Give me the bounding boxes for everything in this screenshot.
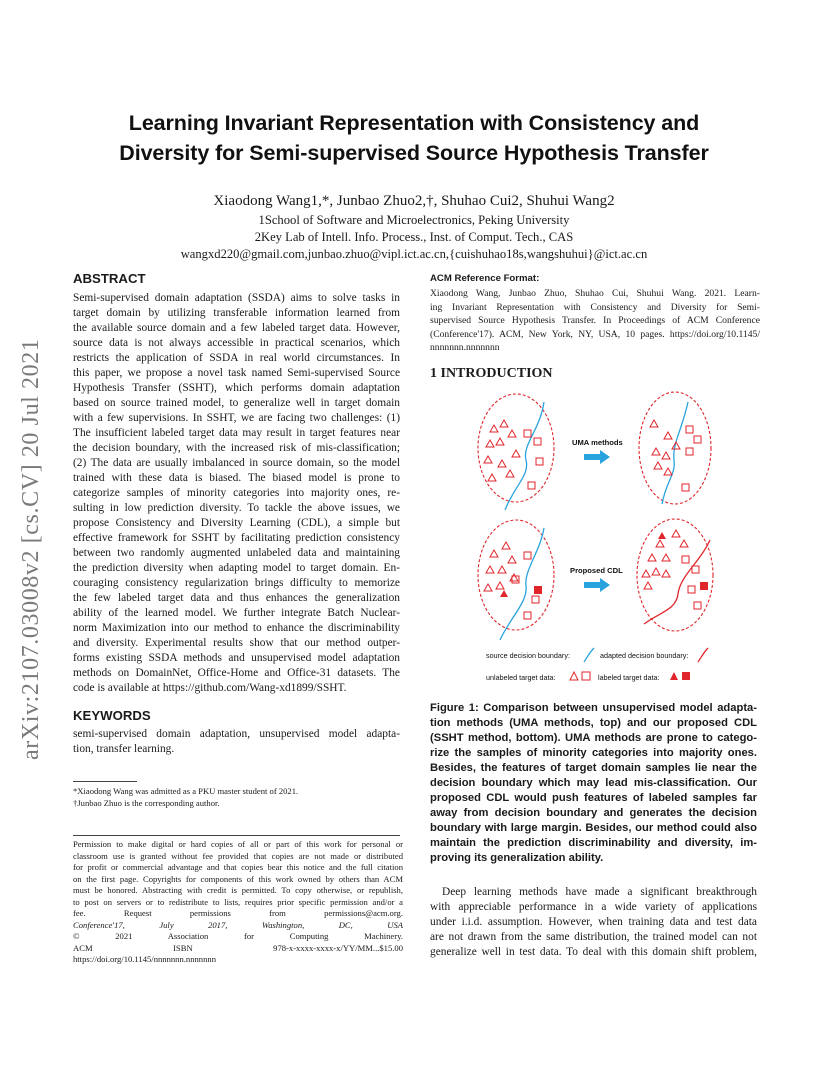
abstract-line: Semi-supervised domain adaptation (SSDA) aims to solve tasks in (73, 292, 400, 304)
abstract-line: the available source domain and a few labeled target data. However, (73, 322, 400, 334)
caption-line: Besides, the features of target domain samples lie near the (430, 762, 757, 774)
caption-line: Figure 1: Comparison between unsupervised model adapta- (430, 702, 757, 714)
permission-line: fee. Request permissions from permissions@acm.org. (73, 908, 403, 918)
uma-arrow (584, 450, 610, 464)
cdl-label: Proposed CDL (570, 566, 623, 575)
acm-ref-line: ing Invariant Representation with Consistency and Diversity for Semi- (430, 301, 760, 313)
acm-ref-heading: ACM Reference Format: (430, 273, 540, 284)
affiliation-1: 1School of Software and Microelectronics, Peking University (258, 213, 570, 227)
legend-unlabeled-label: unlabeled target data: (486, 673, 556, 682)
permission-line: ACM ISBN 978-x-xxxx-xxxx-x/YY/MM...$15.00 (73, 942, 403, 953)
abstract-line: restricts the application of SSDA in real world circumstances. In (73, 352, 400, 364)
intro-body (430, 885, 757, 960)
cdl-source-cluster (478, 520, 554, 640)
permission-notice (73, 839, 403, 966)
legend-adapted-label: adapted decision boundary: (600, 651, 689, 660)
figure-caption (430, 701, 757, 866)
intro-line: generalize well in test data. To deal with this domain shift problem, (430, 946, 757, 958)
permission-line: classroom use is granted without fee provided that copies are not made or distributed (73, 850, 403, 861)
abstract-line: and diversity. Experimental results show that our method outper- (73, 637, 400, 649)
abstract-line: target domain by utilizing transferable information learned from (73, 307, 400, 319)
caption-line: decision boundary which may lead mis-classification. Our (430, 777, 757, 789)
keywords-line: tion, transfer learning. (73, 743, 175, 755)
permission-rule (73, 835, 400, 836)
abstract-line: between two randomly augmented unlabeled data and maintaining (73, 547, 400, 559)
uma-target-cluster (639, 392, 711, 504)
footnote-rule (73, 781, 137, 782)
abstract-line: norm Maximization into our method to enhance the discriminability (73, 622, 400, 634)
caption-line: proving its generalization ability. (430, 852, 604, 864)
abstract-line: ability of the learned model. We further integrate Batch Nuclear- (73, 607, 400, 619)
arxiv-stamp: arXiv:2107.03008v2 [cs.CV] 20 Jul 2021 (18, 338, 44, 760)
intro-line: with appreciable performance in a wide variety of applications (430, 901, 757, 913)
intro-line: are not drawn from the same distribution, the trained model can not (430, 931, 757, 943)
acm-ref-line: Xiaodong Wang, Junbao Zhuo, Shuhao Cui, Shuhui Wang. 2021. Learn- (430, 288, 760, 299)
permission-line: must be honored. Abstracting with credit is permitted. To copy otherwise, or republish, (73, 885, 403, 895)
figure-legend (486, 648, 708, 682)
abstract-line: this paper, we propose a novel task named Semi-supervised Source (73, 367, 400, 379)
footnote-2: †Junbao Zhuo is the corresponding author. (73, 798, 220, 808)
permission-line: on the first page. Copyrights for components of this work owned by others than ACM (73, 873, 403, 884)
legend-unlabeled-square (582, 672, 590, 680)
intro-heading: 1 INTRODUCTION (430, 366, 553, 381)
permission-line: https://doi.org/10.1145/nnnnnnn.nnnnnnn (73, 954, 216, 964)
abstract-line: based on source trained model, to generalize well in target domain (73, 397, 400, 409)
caption-line: boundary with large margin. Besides, our method could also (430, 822, 757, 834)
abstract-line: couraging consistency regularization brings difficulty to memorize (73, 577, 400, 589)
permission-line: to post on servers or to redistribute to lists, requires prior specific permission and/or a (73, 896, 403, 907)
legend-labeled-label: labeled target data: (598, 673, 660, 682)
title-line-2: Diversity for Semi-supervised Source Hypothesis Transfer (119, 141, 709, 165)
caption-line: away from decision boundary and generates the decision (430, 807, 757, 819)
abstract-line: propose Consistency and Diversity Learning (CDL), a simple but (73, 517, 400, 529)
title-line-1: Learning Invariant Representation with Consistency and (128, 111, 700, 135)
caption-line: rize the samples of minority categories into majority ones. (430, 747, 757, 759)
legend-labeled-triangle (670, 672, 678, 680)
abstract-line: the few labeled target data and thus enhances the generalization (73, 592, 400, 604)
acm-ref-line: (Conference'17). ACM, New York, NY, USA, 10 pages. https://doi.org/10.1145/ (430, 328, 760, 340)
abstract-line: categorize samples of minority categories into majority ones, re- (73, 487, 400, 499)
abstract-body (73, 291, 400, 696)
legend-labeled-square (682, 672, 690, 680)
legend-adapted-line (698, 648, 708, 662)
legend-source-line (584, 648, 594, 662)
abstract-line: (2) The data are usually imbalanced in source domain, so the model (73, 457, 400, 469)
acm-ref-line: nnnnnnn.nnnnnnn (430, 342, 500, 354)
paper-title (0, 108, 828, 168)
abstract-line: trained with these data is biased. The biased model is prone to (73, 472, 400, 484)
abstract-line: the prediction diversity when adapting model to target domain. En- (73, 562, 400, 574)
legend-source-label: source decision boundary: (486, 651, 570, 660)
abstract-line: methods on DomainNet, Office-Home and Office-31 datasets. The (73, 667, 400, 679)
keywords-line: semi-supervised domain adaptation, unsupervised model adapta- (73, 728, 400, 740)
acm-ref-body (430, 287, 760, 355)
affiliation-2: 2Key Lab of Intell. Info. Process., Inst. of Comput. Tech., CAS (254, 230, 574, 244)
intro-line: under i.i.d. assumption. However, when training data and test data (430, 916, 757, 928)
acm-ref-line: supervised Source Hypothesis Transfer. In Proceedings of ACM Conference (430, 315, 760, 327)
author-emails: wangxd220@gmail.com,junbao.zhuo@vipl.ict.ac.cn,{cuishuhao18s,wangshuhui}@ict.ac.cn (180, 247, 648, 261)
abstract-line: code is available at https://github.com/Wang-xd1899/SSHT. (73, 682, 347, 694)
abstract-line: sulting in low prediction diversity. To tackle the above issues, we (73, 502, 400, 514)
abstract-line: forms existing SSDA methods and unsupervised model adaptation (73, 652, 400, 664)
keywords-body (73, 727, 400, 757)
abstract-line: the decision boundary, with the increased risk of mis-classification; (73, 442, 400, 454)
abstract-line: effective framework for SSHT by facilitating prediction consistency (73, 532, 400, 544)
author-list: Xiaodong Wang1,*, Junbao Zhuo2,†, Shuhao Cui2, Shuhui Wang2 (213, 193, 615, 209)
intro-line: Deep learning methods have made a significant breakthrough (442, 886, 757, 898)
keywords-heading: KEYWORDS (73, 708, 151, 723)
abstract-heading: ABSTRACT (73, 271, 146, 286)
cdl-target-cluster (637, 519, 713, 631)
figure-1 (470, 390, 732, 690)
footnote-1: *Xiaodong Wang was admitted as a PKU master student of 2021. (73, 786, 299, 796)
uma-label: UMA methods (572, 438, 623, 447)
abstract-line: source data is not always accessible in practical scenarios, which (73, 337, 400, 349)
abstract-line: The insufficient labeled target data may result in target features near (73, 427, 400, 439)
abstract-line: Hypothesis Transfer (SSHT), which performs domain adaptation (73, 382, 400, 394)
caption-line: (SSHT method, bottom). UMA methods are prone to catego- (430, 732, 757, 744)
cdl-arrow (584, 578, 610, 592)
uma-source-cluster (478, 394, 554, 510)
legend-unlabeled-triangle (570, 672, 578, 680)
permission-line: for profit or commercial advantage and that copies bear this notice and the full citation (73, 862, 403, 872)
caption-line: tion methods (UMA methods, top) and our proposed CDL (430, 717, 757, 729)
abstract-line: with a few supervisions. In SSHT, we are facing two challenges: (1) (73, 412, 400, 424)
permission-line: Conference'17, July 2017, Washington, DC, USA (73, 919, 403, 930)
permission-line: Permission to make digital or hard copies of all or part of this work for personal or (73, 839, 403, 849)
permission-line: © 2021 Association for Computing Machinery. (73, 931, 403, 941)
caption-line: maintain the prediction discriminability and diversity, im- (430, 837, 757, 849)
caption-line: proposed CDL would push features of labeled samples far (430, 792, 757, 804)
